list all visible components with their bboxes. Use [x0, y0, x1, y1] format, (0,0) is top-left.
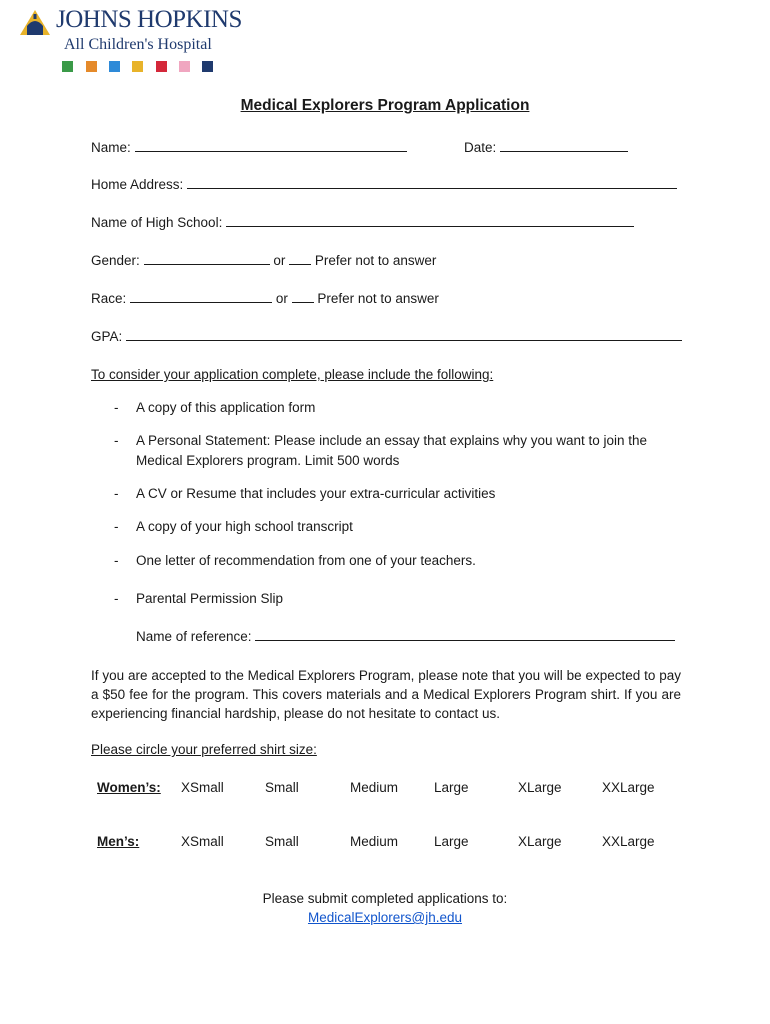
womens-size-xxlarge[interactable]: XXLarge — [602, 780, 655, 795]
gpa-row — [91, 328, 682, 344]
prefer-text: Prefer not to answer — [317, 291, 439, 306]
womens-size-xsmall[interactable]: XSmall — [181, 780, 224, 795]
list-bullet: - — [114, 433, 119, 448]
date-field[interactable] — [500, 139, 628, 152]
list-bullet: - — [114, 591, 119, 606]
logo-subtitle: All Children's Hospital — [64, 36, 212, 53]
race-row — [91, 290, 439, 306]
submit-text: Please submit completed applications to: — [262, 891, 508, 906]
reference-field[interactable] — [255, 628, 675, 641]
or-text: or — [275, 291, 288, 306]
address-field[interactable] — [187, 176, 677, 189]
mens-label: Men’s: — [97, 834, 140, 849]
date-label: Date: — [464, 140, 497, 155]
logo-color-square — [62, 61, 73, 72]
list-item: One letter of recommendation from one of your teachers. — [136, 553, 476, 568]
list-item-continuation: Medical Explorers program. Limit 500 words — [136, 453, 400, 468]
logo-color-square — [156, 61, 167, 72]
race-prefer-blank[interactable] — [292, 290, 314, 303]
school-row — [91, 214, 634, 230]
womens-size-small[interactable]: Small — [265, 780, 299, 795]
dome-icon — [18, 8, 52, 38]
address-label: Home Address: — [91, 177, 184, 192]
list-item: A copy of your high school transcript — [136, 519, 353, 534]
logo-color-square — [132, 61, 143, 72]
school-label: Name of High School: — [91, 215, 223, 230]
reference-label: Name of reference: — [136, 629, 252, 644]
mens-size-xlarge[interactable]: XLarge — [518, 834, 562, 849]
name-row — [91, 139, 407, 155]
school-field[interactable] — [226, 214, 634, 227]
email-link[interactable]: MedicalExplorers@jh.edu — [307, 910, 463, 925]
shirt-heading: Please circle your preferred shirt size: — [91, 742, 317, 757]
womens-label: Women’s: — [97, 780, 161, 795]
list-bullet: - — [114, 486, 119, 501]
gender-row — [91, 252, 436, 268]
mens-size-large[interactable]: Large — [434, 834, 469, 849]
name-label: Name: — [91, 140, 131, 155]
womens-size-xlarge[interactable]: XLarge — [518, 780, 562, 795]
logo-color-square — [202, 61, 213, 72]
race-label: Race: — [91, 291, 127, 306]
prefer-text: Prefer not to answer — [314, 253, 437, 268]
or-text: or — [273, 253, 286, 268]
mens-size-xxlarge[interactable]: XXLarge — [602, 834, 655, 849]
race-field[interactable] — [130, 290, 272, 303]
name-field[interactable] — [135, 139, 407, 152]
list-item: A copy of this application form — [136, 400, 316, 415]
logo-color-square — [86, 61, 97, 72]
list-bullet: - — [114, 553, 119, 568]
list-bullet: - — [114, 400, 119, 415]
gender-field[interactable] — [144, 252, 270, 265]
list-item: A CV or Resume that includes your extra-curricular activities — [136, 486, 496, 501]
gpa-label: GPA: — [91, 329, 123, 344]
gender-label: Gender: — [91, 253, 140, 268]
gpa-field[interactable] — [126, 328, 682, 341]
mens-size-xsmall[interactable]: XSmall — [181, 834, 224, 849]
list-bullet: - — [114, 519, 119, 534]
requirements-heading: To consider your application complete, please include the following: — [91, 367, 494, 382]
page-title: Medical Explorers Program Application — [240, 97, 530, 114]
logo-name: JOHNS HOPKINS — [56, 6, 242, 33]
list-item: A Personal Statement: Please include an essay that explains why you want to join the — [136, 433, 648, 448]
list-item: Parental Permission Slip — [136, 591, 284, 606]
fee-paragraph: If you are accepted to the Medical Explorers Program, please note that you will be expected to pay a $50 fee for the program. This covers materials and a Medical Explorers Program shirt. If you are experiencing financial hardship, please do not hesitate to contact us. — [91, 668, 681, 721]
womens-size-medium[interactable]: Medium — [350, 780, 399, 795]
mens-size-small[interactable]: Small — [265, 834, 299, 849]
email-row — [0, 910, 770, 925]
mens-size-medium[interactable]: Medium — [350, 834, 399, 849]
reference-row — [136, 628, 675, 644]
logo-color-square — [179, 61, 190, 72]
womens-size-large[interactable]: Large — [434, 780, 469, 795]
address-row — [91, 176, 677, 192]
gender-prefer-blank[interactable] — [289, 252, 311, 265]
logo-color-square — [109, 61, 120, 72]
date-row — [464, 139, 628, 155]
